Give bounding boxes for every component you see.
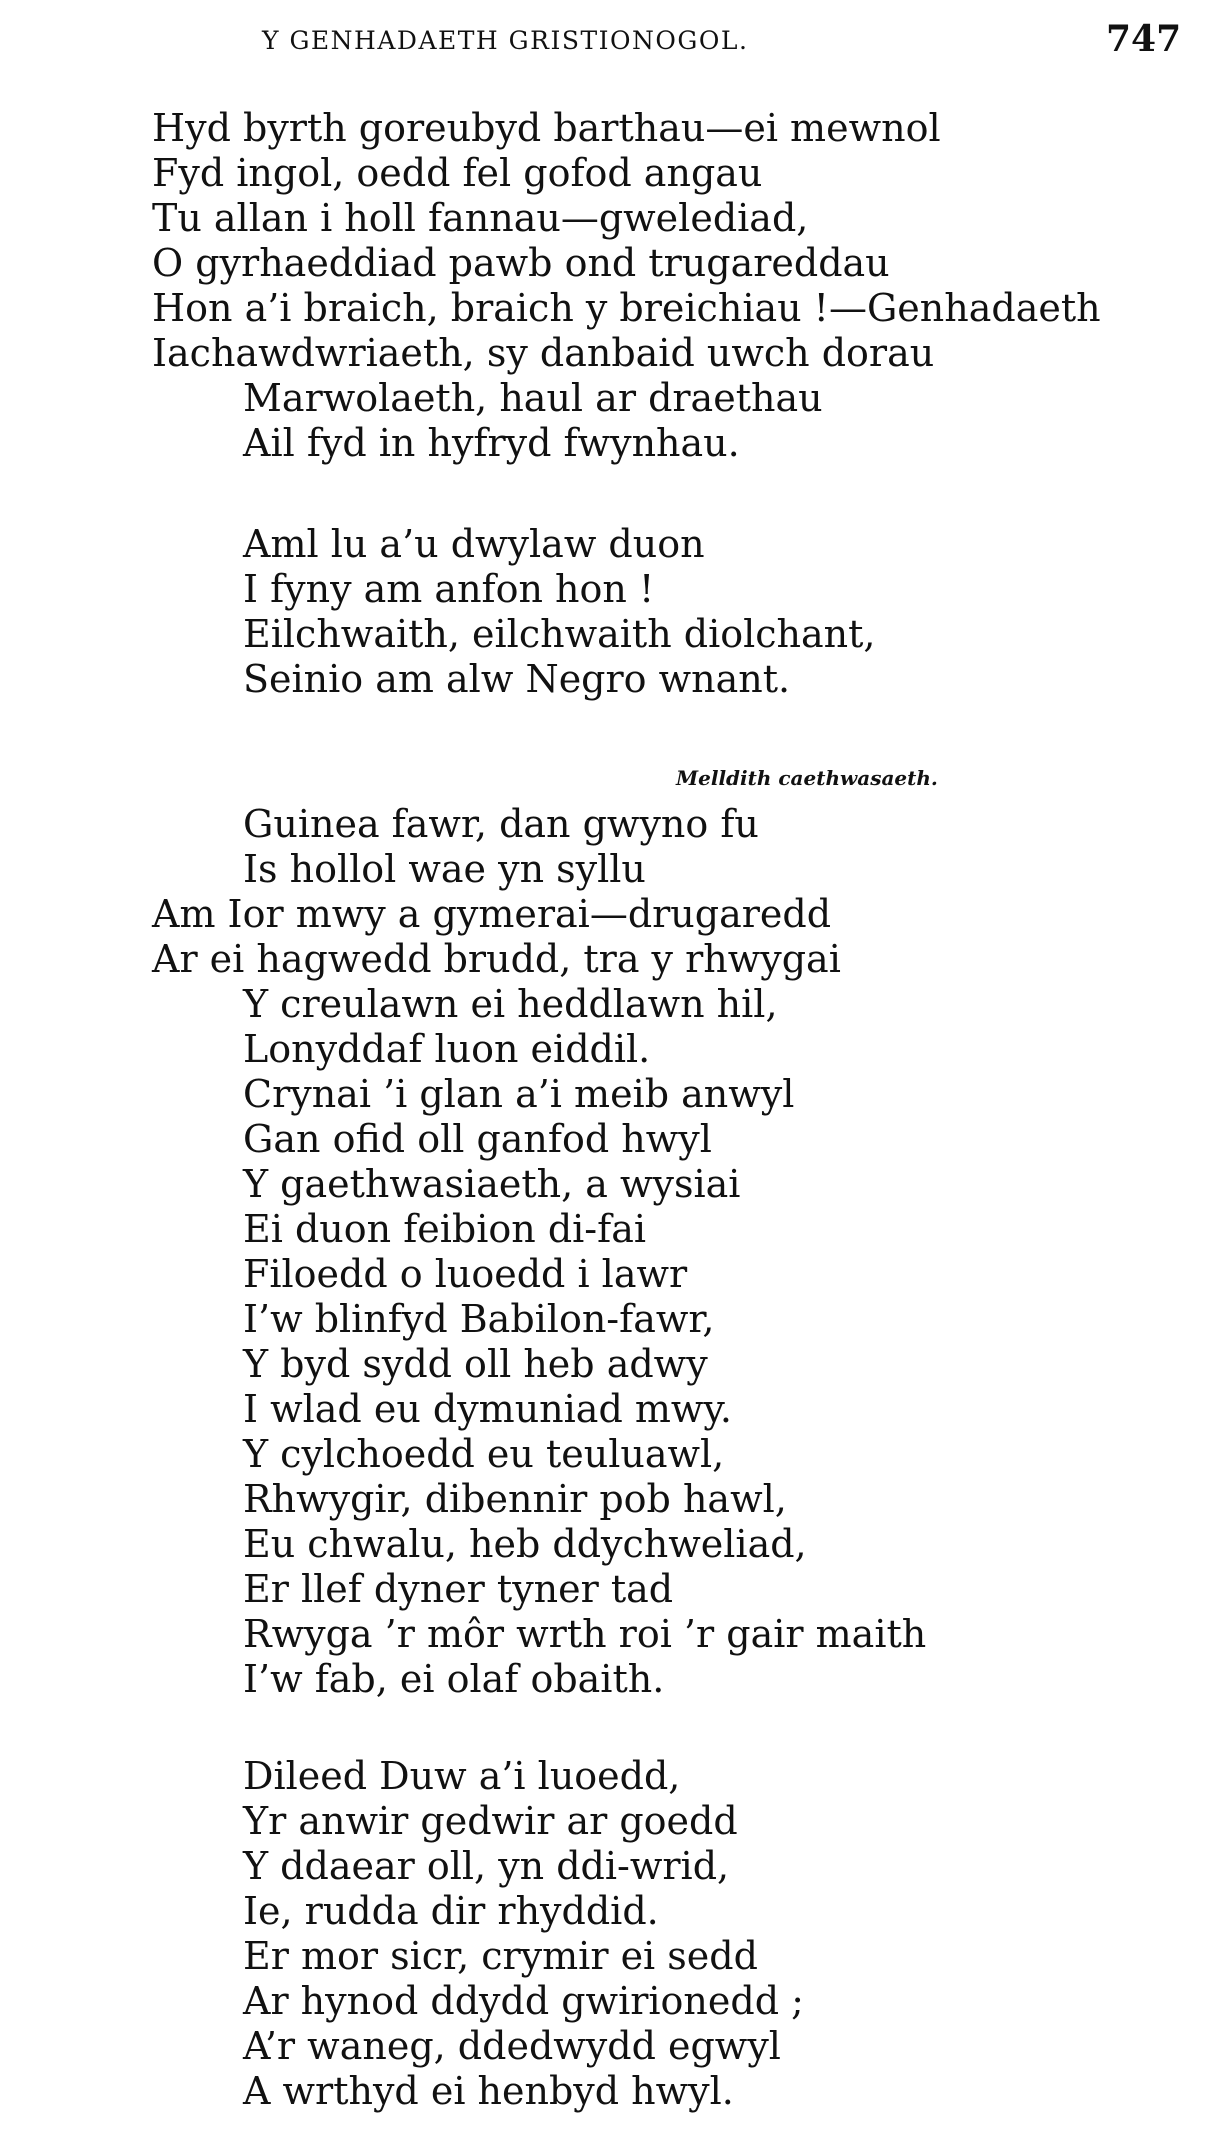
- poem-line: Crynai ’i glan a’i meib anwyl: [243, 1072, 795, 1116]
- poem-line: Fyd ingol, oedd fel gofod angau: [152, 151, 763, 195]
- stanza: [0, 1754, 1214, 2114]
- poem-line: Rhwygir, dibennir pob hawl,: [243, 1477, 787, 1521]
- poem-line: Filoedd o luoedd i lawr: [243, 1252, 688, 1296]
- poem-line: A’r waneg, ddedwydd egwyl: [243, 2024, 781, 2068]
- page-number: 747: [1106, 18, 1182, 60]
- stanza: [0, 802, 1214, 1702]
- poem-line: I’w blinfyd Babilon-fawr,: [243, 1297, 715, 1341]
- poem-line: Ei duon feibion di-fai: [243, 1207, 647, 1251]
- poem-line: Rwyga ’r môr wrth roi ’r gair maith: [243, 1612, 927, 1656]
- poem-line: Dileed Duw a’i luoedd,: [243, 1754, 681, 1798]
- poem-line: Iachawdwriaeth, sy danbaid uwch dorau: [152, 331, 935, 375]
- poem-line: I’w fab, ei olaf obaith.: [243, 1657, 665, 1701]
- poem-line: Marwolaeth, haul ar draethau: [243, 376, 823, 420]
- poem-line: Y ddaear oll, yn ddi-wrid,: [243, 1844, 730, 1888]
- poem-line: I wlad eu dymuniad mwy.: [243, 1387, 732, 1431]
- poem-line: Hon a’i braich, braich y breichiau !—Genhadaeth: [152, 286, 1101, 330]
- poem-line: Is hollol wae yn syllu: [243, 847, 646, 891]
- poem-line: Y cylchoedd eu teuluawl,: [243, 1432, 725, 1476]
- poem-line: I fyny am anfon hon !: [243, 567, 655, 611]
- poem-line: Gan ofid oll ganfod hwyl: [243, 1117, 712, 1161]
- poem-line: Y byd sydd oll heb adwy: [243, 1342, 708, 1386]
- poem-line: Y creulawn ei heddlawn hil,: [243, 982, 778, 1026]
- stanza: [0, 106, 1214, 466]
- poem-line: Ar ei hagwedd brudd, tra y rhwygai: [152, 937, 841, 981]
- poem-line: Seinio am alw Negro wnant.: [243, 657, 791, 701]
- poem-line: Hyd byrth goreubyd barthau—ei mewnol: [152, 106, 941, 150]
- stanza: [0, 522, 1214, 702]
- poem-line: Er llef dyner tyner tad: [243, 1567, 674, 1611]
- poem-line: Guinea fawr, dan gwyno fu: [243, 802, 759, 846]
- poem-line: Eu chwalu, heb ddychweliad,: [243, 1522, 807, 1566]
- poem-line: Aml lu a’u dwylaw duon: [243, 522, 705, 566]
- poem-line: Yr anwir gedwir ar goedd: [243, 1799, 738, 1843]
- margin-note: Melldith caethwasaeth.: [676, 766, 938, 790]
- poem-line: Am Ior mwy a gymerai—drugaredd: [152, 892, 832, 936]
- poem-line: Lonyddaf luon eiddil.: [243, 1027, 651, 1071]
- poem-line: Er mor sicr, crymir ei sedd: [243, 1934, 758, 1978]
- poem-line: Ie, rudda dir rhyddid.: [243, 1889, 659, 1933]
- poem-line: Ar hynod ddydd gwirionedd ;: [243, 1979, 804, 2023]
- poem-line: O gyrhaeddiad pawb ond trugareddau: [152, 241, 890, 285]
- poem-line: A wrthyd ei henbyd hwyl.: [243, 2069, 734, 2113]
- poem-line: Y gaethwasiaeth, a wysiai: [243, 1162, 741, 1206]
- poem-line: Tu allan i holl fannau—gwelediad,: [152, 196, 809, 240]
- poem-line: Ail fyd in hyfryd fwynhau.: [243, 421, 740, 465]
- running-head: Y GENHADAETH GRISTIONOGOL.: [262, 26, 749, 55]
- poem-line: Eilchwaith, eilchwaith diolchant,: [243, 612, 876, 656]
